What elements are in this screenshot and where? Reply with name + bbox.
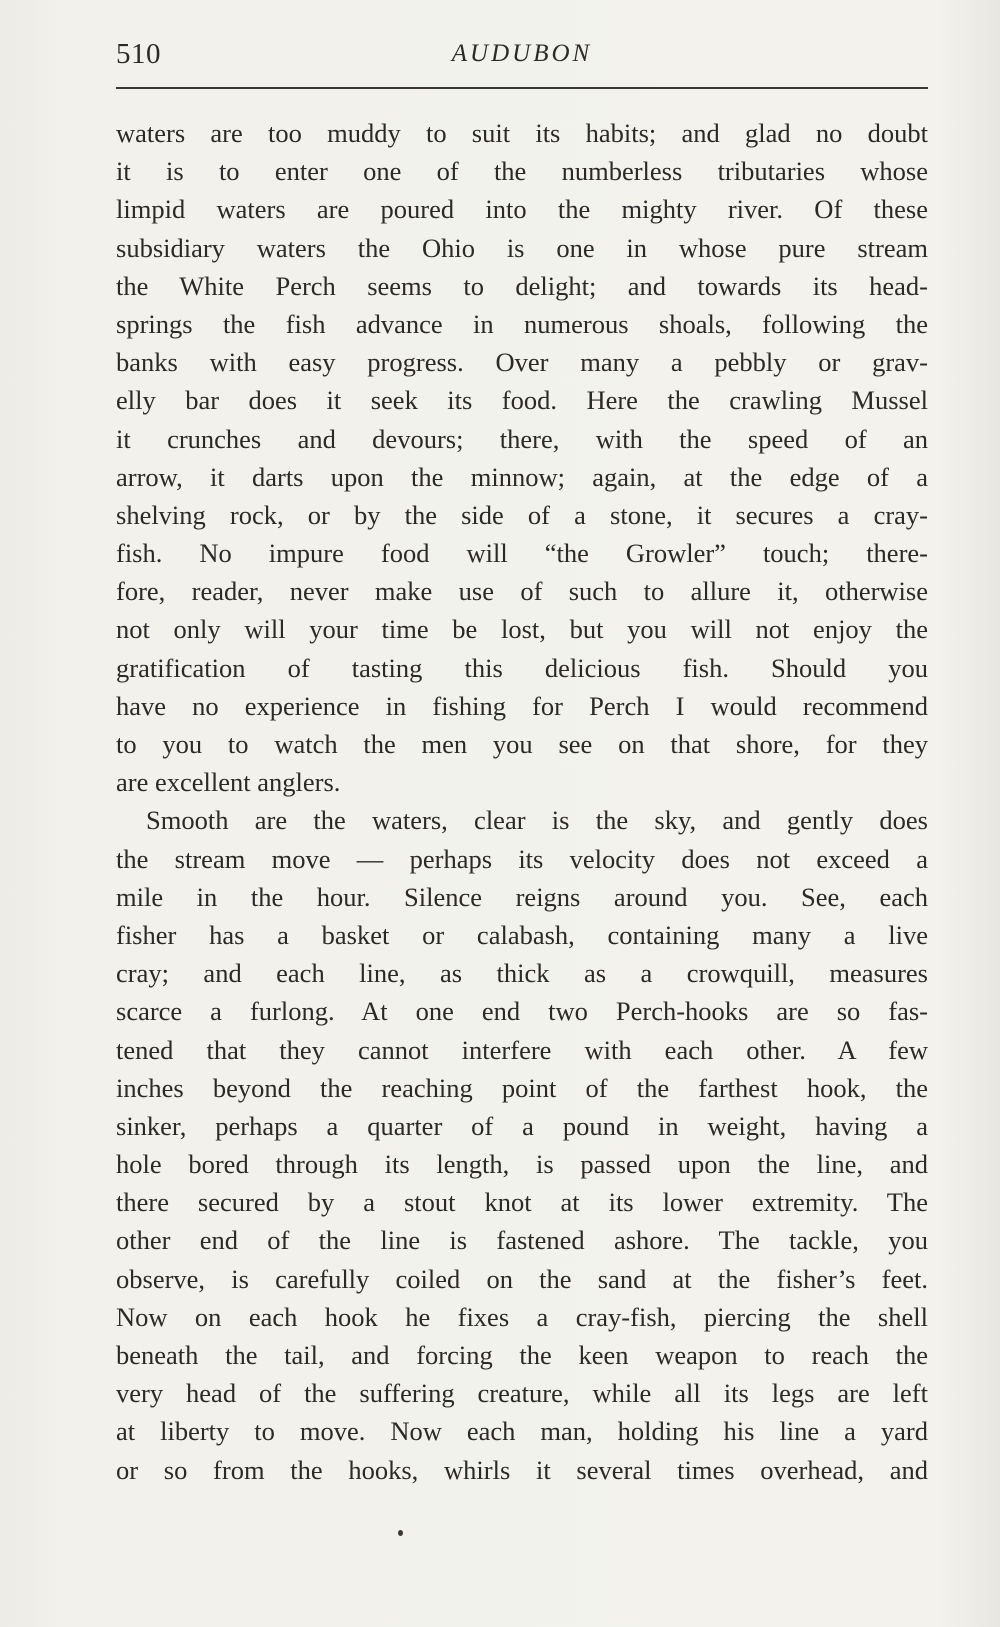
text-line: tened that they cannot interfere with each other. A few bbox=[116, 1034, 928, 1065]
text-line: arrow, it darts upon the minnow; again, at the edge of a bbox=[116, 461, 928, 492]
text-line: gratification of tasting this delicious fish. Should you bbox=[116, 652, 928, 683]
text-line: shelving rock, or by the side of a stone, it secures a cray- bbox=[116, 499, 928, 530]
body-text bbox=[116, 114, 928, 1489]
text-line: there secured by a stout knot at its lower extremity. The bbox=[116, 1187, 928, 1218]
page-number: 510 bbox=[116, 38, 161, 70]
text-line: it is to enter one of the numberless tributaries whose bbox=[116, 156, 928, 187]
text-line: inches beyond the reaching point of the farthest hook, the bbox=[116, 1072, 928, 1103]
text-line: springs the fish advance in numerous shoals, following the bbox=[116, 308, 928, 339]
text-line: other end of the line is fastened ashore. The tackle, you bbox=[116, 1225, 928, 1256]
text-line: fish. No impure food will “the Growler” touch; there- bbox=[116, 538, 928, 569]
text-line: limpid waters are poured into the mighty river. Of these bbox=[116, 194, 928, 225]
page-header bbox=[116, 38, 928, 78]
text-line: sinker, perhaps a quarter of a pound in weight, having a bbox=[116, 1110, 928, 1141]
header-rule bbox=[116, 87, 928, 89]
text-line: are excellent anglers. bbox=[116, 767, 341, 798]
text-line: have no experience in fishing for Perch I would recommend bbox=[116, 690, 928, 721]
text-line: the White Perch seems to delight; and towards its head- bbox=[116, 270, 928, 301]
text-line: elly bar does it seek its food. Here the crawling Mussel bbox=[116, 385, 928, 416]
text-line: banks with easy progress. Over many a pebbly or grav- bbox=[116, 347, 928, 378]
text-line: observe, is carefully coiled on the sand at the fisher’s feet. bbox=[116, 1263, 928, 1294]
text-line: Smooth are the waters, clear is the sky, and gently does bbox=[146, 805, 928, 836]
text-line: at liberty to move. Now each man, holding his line a yard bbox=[116, 1416, 928, 1447]
text-line: very head of the suffering creature, while all its legs are left bbox=[116, 1378, 928, 1409]
text-line: subsidiary waters the Ohio is one in whose pure stream bbox=[116, 232, 928, 263]
text-line: scarce a furlong. At one end two Perch-hooks are so fas- bbox=[116, 996, 928, 1027]
text-line: fore, reader, never make use of such to allure it, otherwise bbox=[116, 576, 928, 607]
text-line: hole bored through its length, is passed upon the line, and bbox=[116, 1149, 928, 1180]
text-line: it crunches and devours; there, with the speed of an bbox=[116, 423, 928, 454]
text-line: to you to watch the men you see on that shore, for they bbox=[116, 729, 928, 759]
text-line: or so from the hooks, whirls it several times overhead, and bbox=[116, 1454, 928, 1485]
text-line: mile in the hour. Silence reigns around you. See, each bbox=[116, 881, 928, 912]
text-line: fisher has a basket or calabash, containing many a live bbox=[116, 919, 928, 950]
text-line: waters are too muddy to suit its habits; and glad no doubt bbox=[116, 118, 928, 148]
text-line: the stream move — perhaps its velocity does not exceed a bbox=[116, 843, 928, 874]
printer-mark bbox=[398, 1530, 403, 1536]
text-line: Now on each hook he fixes a cray-fish, piercing the shell bbox=[116, 1301, 928, 1332]
running-head: AUDUBON bbox=[451, 40, 593, 67]
text-line: cray; and each line, as thick as a crowquill, measures bbox=[116, 958, 928, 989]
text-line: beneath the tail, and forcing the keen weapon to reach the bbox=[116, 1340, 928, 1370]
text-line: not only will your time be lost, but you will not enjoy the bbox=[116, 614, 928, 645]
